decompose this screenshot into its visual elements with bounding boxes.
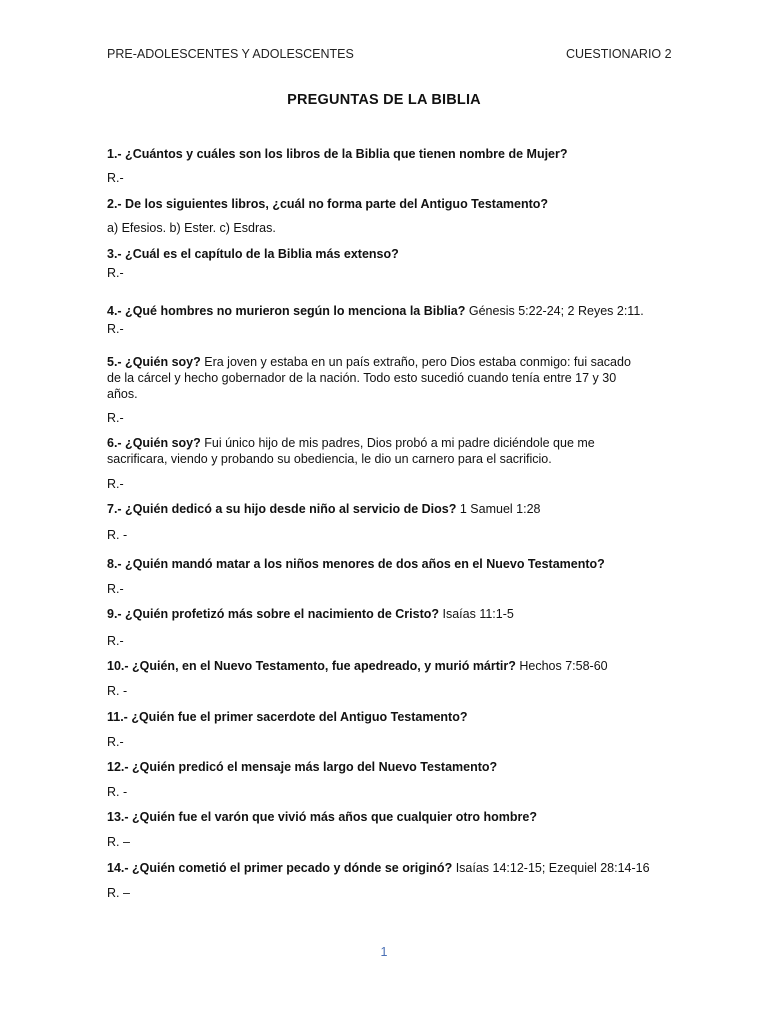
answer-13: R. – (107, 835, 130, 849)
question-6-text-2: sacrificara, viendo y probando su obediencia, le dio un carnero para el sacrificio. (107, 452, 552, 466)
question-9-line (107, 607, 514, 622)
question-12: 12.- ¿Quién predicó el mensaje más largo del Nuevo Testamento? (107, 760, 498, 774)
answer-3: R.- (107, 266, 124, 280)
answer-8: R.- (107, 582, 124, 596)
answer-1: R.- (107, 171, 124, 185)
question-4-line (107, 304, 644, 319)
question-7: 7.- ¿Quién dedicó a su hijo desde niño al servicio de Dios? (107, 502, 457, 516)
question-8: 8.- ¿Quién mandó matar a los niños menores de dos años en el Nuevo Testamento? (107, 557, 605, 571)
reference-10: Hechos 7:58-60 (519, 659, 608, 673)
question-14-line (107, 861, 650, 876)
answer-9: R.- (107, 634, 124, 648)
question-2: 2.- De los siguientes libros, ¿cuál no forma parte del Antiguo Testamento? (107, 197, 549, 211)
question-5-text-2: de la cárcel y hecho gobernador de la nación. Todo esto sucedió cuando tenía entre 17 y 30 (107, 371, 617, 385)
question-5-text-1: Era joven y estaba en un país extraño, pero Dios estaba conmigo: fui sacado (204, 355, 631, 369)
question-6-line (107, 436, 595, 451)
question-9: 9.- ¿Quién profetizó más sobre el nacimiento de Cristo? (107, 607, 440, 621)
question-7-line (107, 502, 540, 517)
question-5: 5.- ¿Quién soy? (107, 355, 201, 369)
answer-10: R. - (107, 684, 128, 698)
question-5-text-3: años. (107, 387, 138, 401)
header-left: PRE-ADOLESCENTES Y ADOLESCENTES (107, 47, 354, 61)
question-4: 4.- ¿Qué hombres no murieron según lo menciona la Biblia? (107, 304, 466, 318)
answer-5: R.- (107, 411, 124, 425)
reference-7: 1 Samuel 1:28 (459, 502, 541, 516)
page-title: PREGUNTAS DE LA BIBLIA (287, 92, 481, 108)
question-6: 6.- ¿Quién soy? (107, 436, 201, 450)
question-6-text-1: Fui único hijo de mis padres, Dios probó a mi padre diciéndole que me (204, 436, 595, 450)
header-right: CUESTIONARIO 2 (566, 47, 672, 61)
question-10-line (107, 659, 608, 674)
question-11: 11.- ¿Quién fue el primer sacerdote del Antiguo Testamento? (107, 710, 468, 724)
question-1: 1.- ¿Cuántos y cuáles son los libros de la Biblia que tienen nombre de Mujer? (107, 147, 568, 161)
answer-14: R. – (107, 886, 130, 900)
answer-4: R.- (107, 322, 124, 336)
question-13: 13.- ¿Quién fue el varón que vivió más años que cualquier otro hombre? (107, 810, 537, 824)
question-14: 14.- ¿Quién cometió el primer pecado y dónde se originó? (107, 861, 453, 875)
question-5-line (107, 355, 631, 370)
reference-4: Génesis 5:22-24; 2 Reyes 2:11. (468, 304, 644, 318)
question-3: 3.- ¿Cuál es el capítulo de la Biblia más extenso? (107, 247, 399, 261)
answer-7: R. - (107, 528, 128, 542)
reference-9: Isaías 11:1-5 (442, 607, 514, 621)
page-number: 1 (380, 945, 388, 959)
reference-14: Isaías 14:12-15; Ezequiel 28:14-16 (455, 861, 650, 875)
question-10: 10.- ¿Quién, en el Nuevo Testamento, fue apedreado, y murió mártir? (107, 659, 516, 673)
options-2: a) Efesios. b) Ester. c) Esdras. (107, 221, 276, 235)
answer-6: R.- (107, 477, 124, 491)
answer-11: R.- (107, 735, 124, 749)
answer-12: R. - (107, 785, 128, 799)
